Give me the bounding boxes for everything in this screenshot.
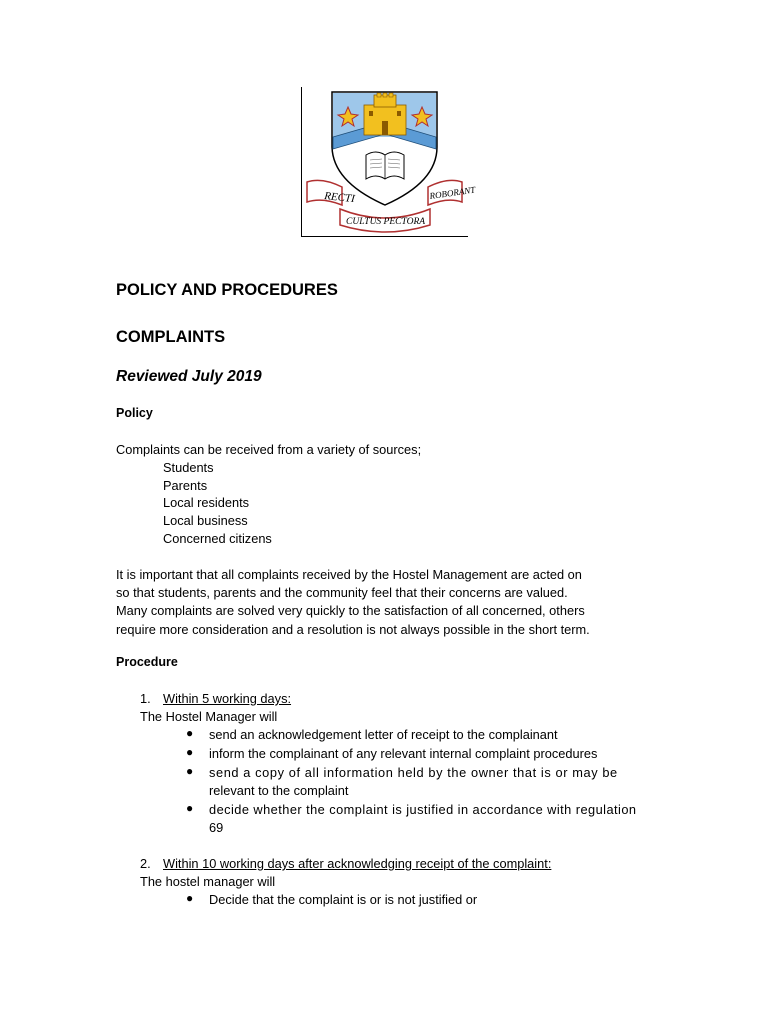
step1-bullet: decide whether the complaint is justified in accordance with regulation bbox=[209, 802, 637, 817]
policy-heading: Policy bbox=[116, 406, 153, 420]
bullet-icon: ● bbox=[186, 764, 194, 778]
step1-lead: The Hostel Manager will bbox=[140, 709, 278, 724]
step1-title: Within 5 working days: bbox=[163, 691, 292, 706]
motto-right: ROBORANT bbox=[428, 184, 476, 201]
school-crest bbox=[301, 87, 476, 237]
step2-title: Within 10 working days after acknowledging receipt of the complaint: bbox=[163, 856, 552, 871]
step1-bullet: send an acknowledgement letter of receipt to the complainant bbox=[209, 727, 558, 742]
motto-bottom: CULTUS PECTORA bbox=[346, 217, 426, 227]
paragraph-line: require more consideration and a resolution is not always possible in the short term. bbox=[116, 621, 590, 637]
bullet-icon: ● bbox=[186, 745, 194, 759]
paragraph-line: It is important that all complaints received by the Hostel Management are acted on bbox=[116, 567, 582, 582]
bullet-icon: ● bbox=[186, 726, 194, 740]
step1-bullet: inform the complainant of any relevant internal complaint procedures bbox=[209, 746, 598, 761]
step1-bullet: send a copy of all information held by the owner that is or may be bbox=[209, 765, 618, 780]
step1-bullet-cont: relevant to the complaint bbox=[209, 783, 349, 798]
reviewed-date: Reviewed July 2019 bbox=[116, 368, 262, 385]
page-title: POLICY AND PROCEDURES bbox=[116, 281, 338, 299]
source-item: Local residents bbox=[163, 495, 250, 510]
procedure-heading: Procedure bbox=[116, 655, 178, 669]
paragraph-line: Many complaints are solved very quickly to the satisfaction of all concerned, others bbox=[116, 603, 585, 619]
book-icon bbox=[366, 152, 404, 179]
motto-left: RECTI bbox=[323, 190, 356, 206]
step1-number: 1. bbox=[140, 691, 151, 706]
source-item: Parents bbox=[163, 478, 208, 493]
step1-bullet-cont: 69 bbox=[209, 820, 224, 835]
source-item: Local business bbox=[163, 513, 248, 528]
bullet-icon: ● bbox=[186, 891, 194, 905]
step2-number: 2. bbox=[140, 856, 151, 871]
source-item: Concerned citizens bbox=[163, 531, 272, 546]
step2-bullet: Decide that the complaint is or is not justified or bbox=[209, 892, 478, 907]
crest-emblem bbox=[302, 87, 476, 236]
paragraph-line: so that students, parents and the community feel that their concerns are valued. bbox=[116, 585, 568, 601]
step2-lead: The hostel manager will bbox=[140, 874, 276, 889]
policy-intro: Complaints can be received from a variety of sources; bbox=[116, 442, 422, 457]
bullet-icon: ● bbox=[186, 801, 194, 815]
policy-paragraph bbox=[116, 566, 676, 639]
page-subtitle: COMPLAINTS bbox=[116, 328, 226, 346]
source-item: Students bbox=[163, 460, 214, 475]
